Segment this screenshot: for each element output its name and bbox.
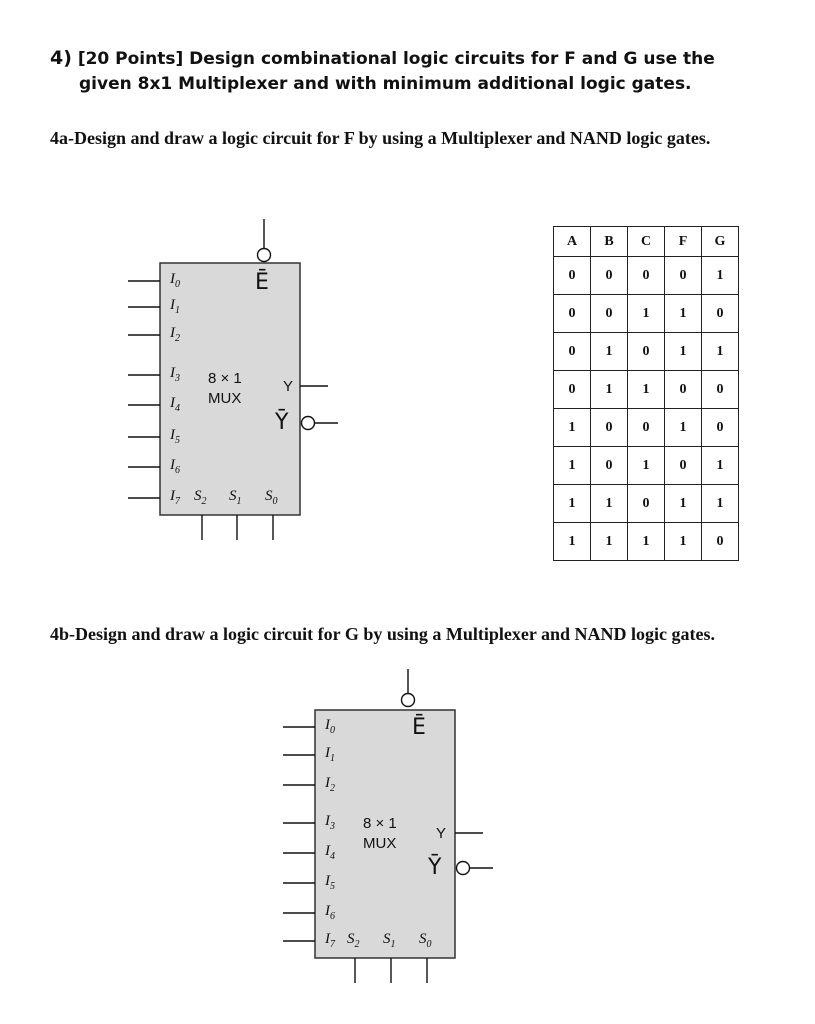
mux-a-body: [160, 263, 300, 515]
truth-header-a: A: [554, 227, 591, 257]
table-cell: 0: [702, 523, 739, 561]
mux-b-size-label: 8 × 1: [363, 815, 397, 832]
table-cell: 1: [628, 523, 665, 561]
mux-diagram-a: [125, 215, 340, 555]
table-cell: 0: [665, 371, 702, 409]
mux-b-input-lines: [283, 727, 315, 941]
table-cell: 0: [702, 295, 739, 333]
part-a-heading: 4a-Design and draw a logic circuit for F by using a Multiplexer and NAND logic gates.: [50, 128, 711, 148]
table-cell: 0: [628, 485, 665, 523]
mux-a-input-4: $I_4$: [170, 395, 180, 414]
mux-a-input-7: $I_7$: [170, 488, 180, 507]
truth-header-b: B: [591, 227, 628, 257]
mux-b-name-label: MUX: [363, 835, 397, 852]
table-cell: 0: [591, 295, 628, 333]
table-cell: 0: [554, 257, 591, 295]
mux-b-enable-bubble: [402, 694, 415, 707]
table-cell: 1: [554, 409, 591, 447]
mux-a-select-1: $S_1$: [229, 488, 242, 507]
mux-a-input-3: $I_3$: [170, 365, 180, 384]
mux-b-input-3: $I_3$: [325, 813, 335, 832]
table-cell: 1: [702, 447, 739, 485]
mux-b-input-7: $I_7$: [325, 931, 335, 950]
mux-b-enable-label: Ē: [412, 715, 426, 740]
table-cell: 0: [554, 333, 591, 371]
part-b-heading: 4b-Design and draw a logic circuit for G by using a Multiplexer and NAND logic gates.: [50, 624, 716, 644]
mux-a-input-0: $I_0$: [170, 271, 180, 290]
table-row: [554, 333, 739, 371]
mux-a-enable-label: Ē: [255, 270, 269, 295]
question-title: [50, 46, 770, 97]
table-cell: 0: [591, 409, 628, 447]
question-number: 4): [50, 47, 72, 69]
mux-b-input-5: $I_5$: [325, 873, 335, 892]
truth-table-header-row: [554, 227, 739, 257]
table-cell: 1: [702, 257, 739, 295]
table-cell: 1: [665, 295, 702, 333]
table-cell: 0: [702, 371, 739, 409]
table-cell: 0: [628, 257, 665, 295]
table-row: [554, 409, 739, 447]
table-cell: 0: [554, 371, 591, 409]
table-cell: 1: [591, 523, 628, 561]
table-cell: 1: [554, 523, 591, 561]
table-cell: 1: [665, 333, 702, 371]
table-row: [554, 447, 739, 485]
mux-a-y-label: Y: [283, 378, 294, 395]
mux-b-input-1: $I_1$: [325, 745, 335, 764]
table-cell: 1: [665, 409, 702, 447]
mux-b-y-label: Y: [436, 825, 447, 842]
table-row: [554, 523, 739, 561]
mux-a-select-0: $S_0$: [265, 488, 278, 507]
mux-a-ybar-bubble: [302, 417, 315, 430]
mux-a-name-label: MUX: [208, 390, 242, 407]
mux-a-input-2: $I_2$: [170, 325, 180, 344]
question-line-2: given 8x1 Multiplexer and with minimum additional logic gates.: [79, 74, 692, 94]
mux-a-size-label: 8 × 1: [208, 370, 242, 387]
table-row: [554, 295, 739, 333]
mux-diagram-b: [280, 665, 495, 990]
table-cell: 1: [554, 447, 591, 485]
mux-b-body: [315, 710, 455, 958]
table-cell: 1: [628, 371, 665, 409]
mux-a-enable-bubble: [258, 249, 271, 262]
mux-a-input-lines: [128, 281, 160, 498]
table-cell: 0: [628, 409, 665, 447]
question-line-1: [20 Points] Design combinational logic circuits for F and G use the: [77, 49, 715, 69]
table-cell: 1: [591, 333, 628, 371]
mux-a-select-lines: [202, 515, 273, 540]
truth-header-c: C: [628, 227, 665, 257]
mux-b-select-1: $S_1$: [383, 931, 396, 950]
table-cell: 1: [665, 523, 702, 561]
mux-a-input-1: $I_1$: [170, 297, 180, 316]
table-cell: 1: [591, 371, 628, 409]
table-cell: 1: [554, 485, 591, 523]
truth-table: [553, 226, 739, 561]
mux-b-ybar-label: Ȳ: [428, 855, 442, 880]
table-cell: 0: [591, 257, 628, 295]
truth-header-g: G: [702, 227, 739, 257]
truth-header-f: F: [665, 227, 702, 257]
table-cell: 1: [665, 485, 702, 523]
table-cell: 1: [702, 333, 739, 371]
table-cell: 0: [665, 257, 702, 295]
mux-a-input-6: $I_6$: [170, 457, 180, 476]
table-cell: 0: [665, 447, 702, 485]
table-cell: 1: [702, 485, 739, 523]
table-cell: 0: [702, 409, 739, 447]
table-cell: 1: [628, 295, 665, 333]
mux-b-input-4: $I_4$: [325, 843, 335, 862]
table-row: [554, 371, 739, 409]
mux-b-input-2: $I_2$: [325, 775, 335, 794]
mux-a-select-2: $S_2$: [194, 488, 207, 507]
table-cell: 0: [628, 333, 665, 371]
table-cell: 1: [628, 447, 665, 485]
mux-b-select-2: $S_2$: [347, 931, 360, 950]
mux-b-input-0: $I_0$: [325, 717, 335, 736]
table-cell: 0: [591, 447, 628, 485]
mux-a-ybar-label: Ȳ: [275, 410, 289, 435]
mux-b-ybar-bubble: [457, 862, 470, 875]
mux-b-select-lines: [355, 958, 427, 983]
table-row: [554, 485, 739, 523]
table-cell: 1: [591, 485, 628, 523]
table-cell: 0: [554, 295, 591, 333]
table-row: [554, 257, 739, 295]
mux-a-input-5: $I_5$: [170, 427, 180, 446]
mux-b-input-6: $I_6$: [325, 903, 335, 922]
mux-b-select-0: $S_0$: [419, 931, 432, 950]
